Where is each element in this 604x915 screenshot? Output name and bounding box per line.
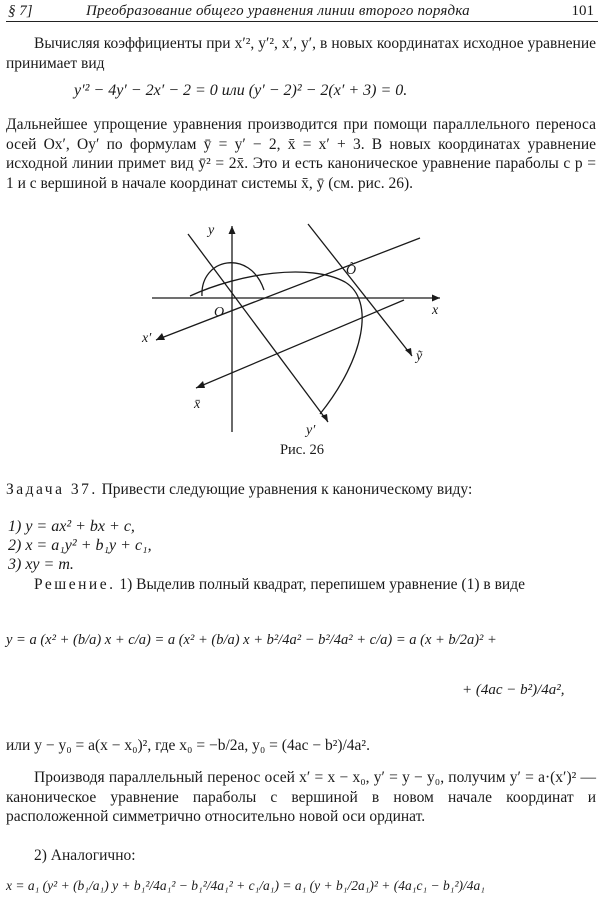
x-bar-arrow (196, 381, 205, 388)
rotation-arc (202, 263, 264, 296)
running-header (6, 0, 598, 22)
equation-1: y′² − 4y′ − 2x′ − 2 = 0 или (y′ − 2)² − 2(x′ + 3) = 0. (74, 82, 408, 99)
label-y-bar: ỹ (416, 349, 423, 364)
y-prime-axis (188, 234, 328, 422)
y-axis-arrow (229, 226, 236, 234)
task-item-1: 1) y = ax² + bx + c, (8, 518, 135, 535)
paragraph-4: 2) Аналогично: (34, 847, 136, 864)
solution-text: 1) Выделив полный квадрат, перепишем уравнение (1) в виде (119, 576, 525, 593)
x-prime-axis (156, 238, 420, 340)
solution-label: Решение. (34, 576, 116, 593)
x-bar-axis (196, 300, 404, 388)
label-x: x (432, 303, 439, 318)
equation-2-continued: + (4ac − b²)/4a², (462, 682, 565, 698)
page-number: 101 (571, 3, 594, 19)
header-rule (6, 21, 598, 22)
equation-3-line: или y − y₀ = a(x − x₀)², где x₀ = −b/2a, y₀ = (4ac − b²)/4a². (6, 737, 370, 754)
paragraph-2: Дальнейшее упрощение уравнения производится при помощи параллельного переноса осей Ox′, Oy′ по формулам ȳ = y′ − 2, x̄ = x′ + 3. В новых координатах уравнение исходной линии примет вид ȳ² = 2x̄. Это и есть каноническое уравнение параболы с p = 1 и с вершиной в начале координат системы x̄, ȳ (см. рис. 26). (6, 116, 596, 192)
label-x-prime: x′ (142, 331, 152, 346)
task-item-2: 2) x = a₁y² + b₁y + c₁, (8, 537, 152, 554)
header-title: Преобразование общего уравнения линии второго порядка (86, 3, 470, 19)
y-prime-arrow (321, 414, 328, 422)
label-y: y (208, 223, 215, 238)
task-item-3: 3) xy = m. (8, 556, 74, 573)
paragraph-3: Производя параллельный перенос осей x′ = x − x₀, y′ = y − y₀, получим y′ = a·(x′)² — каноническое уравнение параболы с вершиной в новом начале координат и расположенной симметрично относительно новой оси ординат. (6, 769, 596, 825)
task-text: Привести следующие уравнения к каноническому виду: (101, 481, 473, 498)
task-label: Задача 37. (6, 481, 98, 498)
equation-4: x = a₁ (y² + (b₁/a₁) y + b₁²/4a₁² − b₁²/4a₁² + c₁/a₁) = a₁ (y + b₁/2a₁)² + (4a₁c₁ − b₁²)/4a₁ (6, 878, 485, 893)
figure-26 (140, 218, 460, 442)
label-o-tilde: Õ (346, 263, 357, 278)
label-y-prime: y′ (306, 423, 316, 438)
solution (6, 575, 596, 595)
equation-2: y = a (x² + (b/a) x + c/a) = a (x² + (b/a) x + b²/4a² − b²/4a² + c/a) = a (x + b/2a)² + (6, 632, 497, 648)
figure-caption: Рис. 26 (279, 442, 324, 458)
paragraph-1: Вычисляя коэффициенты при x′², y′², x′, y′, в новых координатах исходное уравнение принимает вид (6, 35, 596, 72)
label-o: O (214, 305, 225, 320)
label-x-bar: x̄ (194, 397, 201, 412)
task-37 (6, 480, 596, 500)
section-number: § 7] (8, 3, 33, 19)
x-axis-arrow (432, 295, 440, 302)
